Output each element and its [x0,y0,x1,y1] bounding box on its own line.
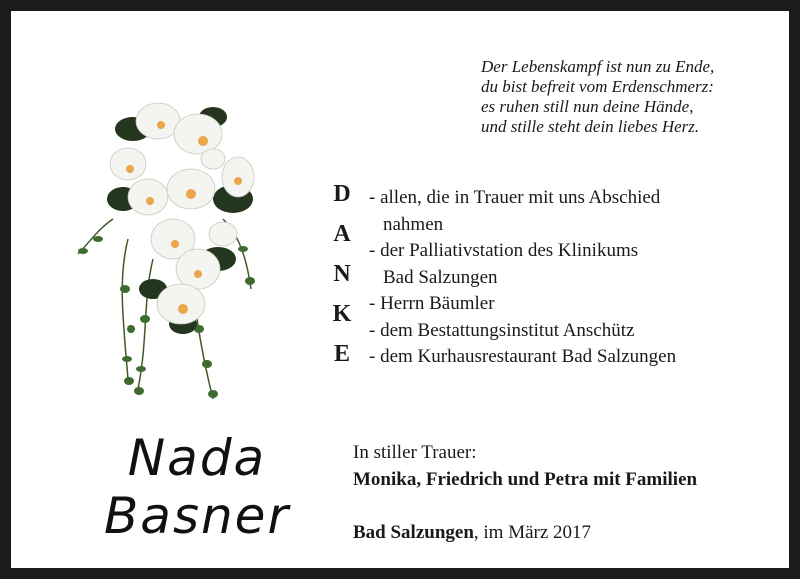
deceased-first-name: Nada [127,429,267,487]
poem-line: du bist befreit vom Erdenschmerz: [481,77,714,96]
danke-letter: A [333,221,351,247]
danke-list [369,185,769,371]
danke-line: - der Palliativstation des Klinikums [369,240,639,261]
danke-line: - dem Bestattungsinstitut Anschütz [369,319,635,341]
poem-line: es ruhen still nun deine Hände, [481,97,694,116]
poem [481,57,771,137]
danke-line: Bad Salzungen [383,266,498,288]
poem-line: Der Lebenskampf ist nun zu Ende, [481,57,715,76]
mourners-names: Monika, Friedrich und Petra mit Familien [353,469,698,490]
danke-letter: E [333,341,350,367]
date-text: , im März 2017 [473,522,592,543]
place-date [353,520,773,546]
danke-line: - dem Kurhausrestaurant Bad Salzungen [369,346,677,367]
danke-letter: N [333,261,351,287]
deceased-last-name: Basner [104,487,290,545]
danke-letter: D [333,181,351,207]
danke-line: - Herrn Bäumler [369,293,495,314]
danke-line: - allen, die in Trauer mit uns Abschied [369,187,661,208]
poem-line: und stille steht dein liebes Herz. [481,117,700,136]
white-orchid-bouquet-icon [73,89,273,409]
mourners-block [353,439,773,493]
danke-line: nahmen [383,213,444,235]
place-name: Bad Salzungen [353,522,474,543]
deceased-name [77,429,317,545]
mourners-intro: In stiller Trauer: [353,442,477,463]
danke-letter: K [332,301,352,327]
